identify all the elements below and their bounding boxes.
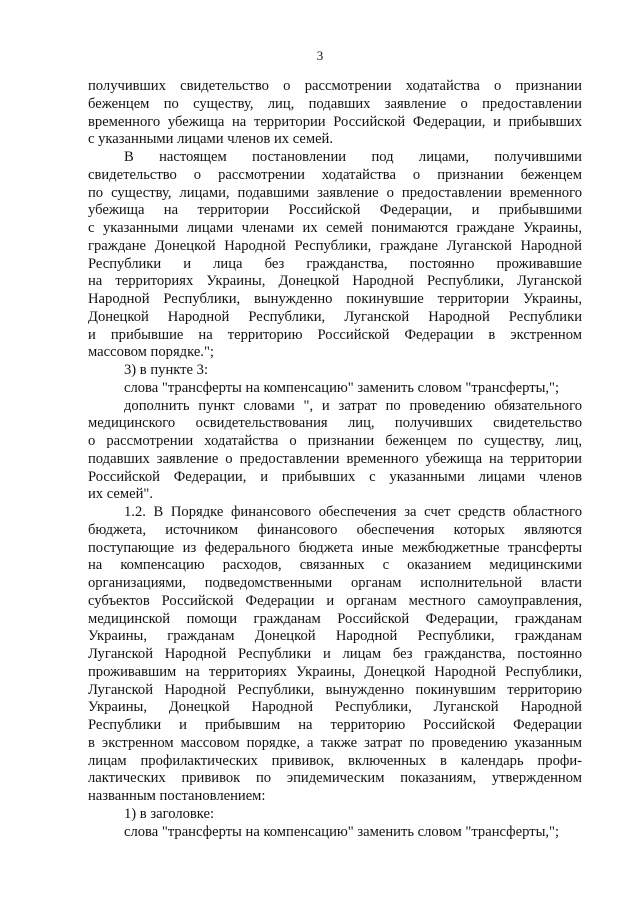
- text-line: лицам профилактических прививок, включенных в календарь профи-: [88, 752, 582, 769]
- text-line: медицинского освидетельствования лиц, получивших свидетельство: [88, 415, 582, 432]
- text-line: Украины, гражданам Донецкой Народной Республики, гражданам: [88, 628, 582, 645]
- text-line: подавших заявление о предоставлении временного убежища на территории: [88, 450, 582, 467]
- text-line: 3) в пункте 3:: [124, 362, 209, 378]
- text-line: 1) в заголовке:: [124, 805, 215, 822]
- text-line: слова "трансферты на компенсацию" заменить словом "трансферты,";: [124, 823, 560, 840]
- text-line: поступающие из федерального бюджета иные межбюджетные трансферты: [88, 539, 582, 556]
- text-line: по существу, лицами, подавшими заявление о предоставлении временного: [88, 184, 582, 201]
- text-line: беженцем по существу, лиц, подавших заявление о предоставлении: [88, 95, 582, 112]
- text-line: временного убежища на территории Российской Федерации, и прибывших: [88, 113, 582, 130]
- text-line: Донецкой Народной Республики, Луганской Народной Республики: [88, 308, 582, 325]
- text-line: слова "трансферты на компенсацию" заменить словом "трансферты,";: [124, 379, 560, 396]
- text-line: их семей".: [88, 486, 154, 503]
- text-line: на территориях Украины, Донецкой Народной Республики, Луганской: [88, 273, 582, 290]
- text-line: с указанными лицами членами их семей понимаются граждане Украины,: [88, 220, 582, 236]
- text-line: Республики и лица без гражданства, постоянно проживавшие: [88, 255, 582, 272]
- text-line: Республики и прибывшим на территорию Российской Федерации: [88, 717, 582, 733]
- text-line: и прибывшие на территорию Российской Федерации в экстренном: [88, 326, 582, 343]
- text-line: Луганской Народной Республики, вынужденно покинувшим территорию: [88, 681, 582, 698]
- text-line: Украины, Донецкой Народной Республики, Луганской Народной: [88, 699, 582, 716]
- text-line: Народной Республики, вынужденно покинувшие территории Украины,: [88, 291, 582, 307]
- text-line: свидетельство о рассмотрении ходатайства о признании беженцем: [88, 166, 582, 183]
- text-line: проживавшим на территориях Украины, Донецкой Народной Республики,: [88, 663, 582, 680]
- text-line: на компенсацию расходов, связанных с оказанием медицинскими: [88, 557, 582, 574]
- text-line: субъектов Российской Федерации и органам местного самоуправления,: [88, 592, 582, 609]
- document-body: [88, 78, 582, 841]
- text-line: Луганской Народной Республики и лицам без гражданства, постоянно: [88, 646, 582, 662]
- text-line: убежища на территории Российской Федерации, и прибывшими: [88, 202, 582, 219]
- text-line: дополнить пункт словами ", и затрат по проведению обязательного: [124, 397, 582, 414]
- text-line: массовом порядке.";: [88, 344, 214, 361]
- text-line: в экстренном массовом порядке, а также затрат по проведению указанным: [88, 734, 582, 751]
- text-line: граждане Донецкой Народной Республики, граждане Луганской Народной: [88, 237, 582, 254]
- text-line: В настоящем постановлении под лицами, получившими: [124, 149, 582, 165]
- text-line: Российской Федерации, и прибывших с указанными лицами членов: [88, 468, 582, 485]
- text-line: о рассмотрении ходатайства о признании беженцем по существу, лиц,: [88, 433, 582, 449]
- text-line: медицинской помощи гражданам Российской Федерации, гражданам: [88, 610, 582, 627]
- text-line: бюджета, источником финансового обеспечения которых являются: [88, 521, 582, 538]
- text-line: с указанными лицами членов их семей.: [88, 131, 334, 148]
- text-line: названным постановлением:: [88, 788, 266, 804]
- text-line: организациями, подведомственными органам исполнительной власти: [88, 575, 582, 591]
- text-line: лактических прививок по эпидемическим показаниям, утвержденном: [88, 770, 582, 787]
- page-number: 3: [316, 48, 324, 63]
- text-line: получивших свидетельство о рассмотрении ходатайства о признании: [88, 78, 582, 94]
- text-line: 1.2. В Порядке финансового обеспечения за счет средств областного: [124, 504, 582, 520]
